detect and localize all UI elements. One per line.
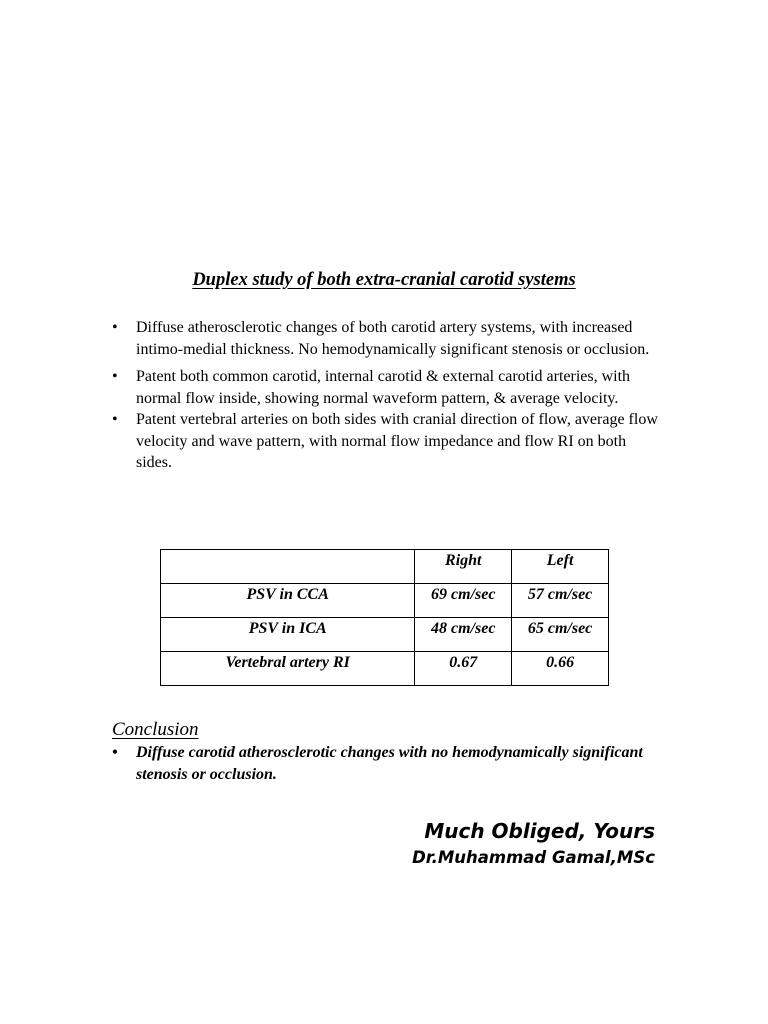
list-item — [112, 409, 660, 474]
table-row — [161, 652, 609, 686]
finding-text: Patent both common carotid, internal carotid & external carotid arteries, with normal flow inside, showing normal waveform pattern, & average velocity. — [136, 368, 631, 407]
bullet-icon: • — [112, 411, 118, 428]
finding-text: Diffuse atherosclerotic changes of both carotid artery systems, with increased intimo-medial thickness. No hemodynamically significant stenosis or occlusion. — [136, 319, 650, 358]
closing-line: Much Obliged, Yours — [424, 819, 655, 843]
table-header-cell — [161, 550, 415, 584]
table-cell: 57 cm/sec — [512, 584, 609, 618]
table-header-row — [161, 550, 609, 584]
report-title: Duplex study of both extra-cranial carotid systems — [192, 270, 576, 290]
conclusion-text: Diffuse carotid atherosclerotic changes with no hemodynamically significant stenosis or occlusion. — [136, 744, 643, 783]
list-item — [112, 366, 660, 409]
list-item — [112, 317, 660, 360]
table-cell: Vertebral artery RI — [161, 652, 415, 686]
velocity-table — [160, 549, 609, 686]
table-header-cell: Left — [512, 550, 609, 584]
finding-text: Patent vertebral arteries on both sides with cranial direction of flow, average flow velocity and wave pattern, with normal flow impedance and flow RI on both sides. — [136, 411, 658, 471]
conclusion-list — [112, 742, 660, 786]
list-item — [112, 742, 660, 786]
table-cell: 0.67 — [415, 652, 512, 686]
table-cell: 65 cm/sec — [512, 618, 609, 652]
bullet-icon: • — [112, 368, 118, 385]
conclusion-heading: Conclusion — [112, 719, 199, 740]
doctor-signature: Dr.Muhammad Gamal,MSc — [412, 848, 655, 867]
table-cell: PSV in CCA — [161, 584, 415, 618]
table-header-cell: Right — [415, 550, 512, 584]
findings-list — [112, 317, 660, 474]
bullet-icon: • — [112, 319, 118, 336]
table-cell: 0.66 — [512, 652, 609, 686]
table-row — [161, 584, 609, 618]
table-cell: 69 cm/sec — [415, 584, 512, 618]
table-cell: PSV in ICA — [161, 618, 415, 652]
bullet-icon: • — [112, 744, 118, 761]
table-cell: 48 cm/sec — [415, 618, 512, 652]
table-row — [161, 618, 609, 652]
